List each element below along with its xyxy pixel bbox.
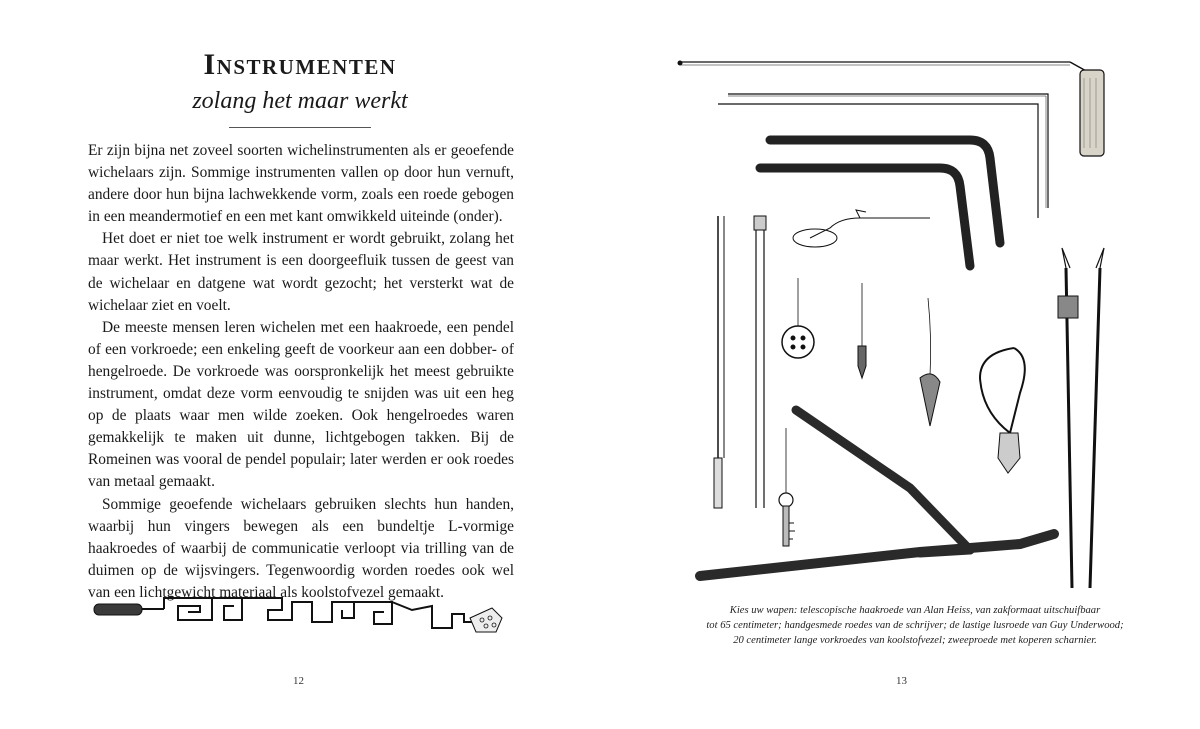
carbon-fibre-rods-icon (714, 216, 766, 508)
paragraph-3: De meeste mensen leren wichelen met een haakroede, een pendel of een vorkroede; een enkeling geeft de voorkeur aan een dobber- of hengelroede. De vorkroede was oorspronkelijk het meest gebruikte instrument, omdat deze vorm eenvoudig te snijden was uit een heg op de plaats waar men wilde zoeken. Ook hengelroedes waren gemakkelijk te maken uit dunne, lichtgebogen takken. Bij de Romeinen was vooral de pendel populair; later werden er ook roedes van metaal gemaakt. (88, 318, 514, 491)
loop-rod-icon (793, 210, 930, 247)
page-title: Instrumenten (203, 48, 397, 81)
paragraph-4: Sommige geoefende wichelaars gebruiken slechts hun handen, waarbij hun vingers bewegen als een bundeltje L-vormige haakroedes of waarbij de communicatie verloopt via trilling van de duimen op de wijsvingers. Tegenwoordig worden roedes ook wel van een lichtgewicht materiaal als koolstofvezel gemaakt. (88, 495, 514, 601)
key-pendulum-icon (779, 428, 795, 546)
page-number-left: 12 (293, 675, 304, 687)
caption-line-3: 20 centimeter lange vorkroedes van koolstofvezel; zweeproede met koperen scharnier. (733, 635, 1097, 647)
brass-pendulum-icon (858, 283, 866, 378)
caption-line-2: tot 65 centimeter; handgesmede roedes van de schrijver; de lastige lusroede van Guy Underwood; (706, 620, 1124, 632)
title-divider (229, 127, 371, 128)
cord-crystal-pendulum-icon (980, 348, 1025, 473)
meander-rod-illustration (92, 588, 512, 638)
crystal-pendulum-icon (920, 298, 940, 426)
whip-rod-with-hinge-icon (1058, 248, 1104, 588)
illustration-caption (680, 603, 1150, 649)
lace-end-icon (470, 608, 502, 632)
paragraph-2: Het doet er niet toe welk instrument er wordt gebruikt, zolang het maar werkt. Het instrument is een doorgeefluik tussen de geest van de wichelaar en datgene wat wordt gezocht; het versterkt wat de wichelaar ziet en voelt. (88, 230, 514, 314)
page-subtitle: zolang het maar werkt (192, 88, 408, 114)
button-pendulum-icon (782, 278, 814, 358)
paragraph-1: Er zijn bijna net zoveel soorten wichelinstrumenten als er geoefende wichelaars zijn. Sommige instrumenten vallen op door hun vernuft, andere door hun bijna lachwekkende vorm, zoals een roede gebogen in een meandermotief en een met kant omwikkeld uiteinde (onder). (88, 142, 514, 226)
page-number-right: 13 (896, 675, 907, 687)
body-text (88, 140, 514, 604)
forged-rods-icon (760, 140, 1000, 266)
dowsing-instruments-illustration (670, 48, 1130, 593)
caption-line-1: Kies uw wapen: telescopische haakroede van Alan Heiss, van zakformaat uitschuifbaar (729, 605, 1101, 616)
